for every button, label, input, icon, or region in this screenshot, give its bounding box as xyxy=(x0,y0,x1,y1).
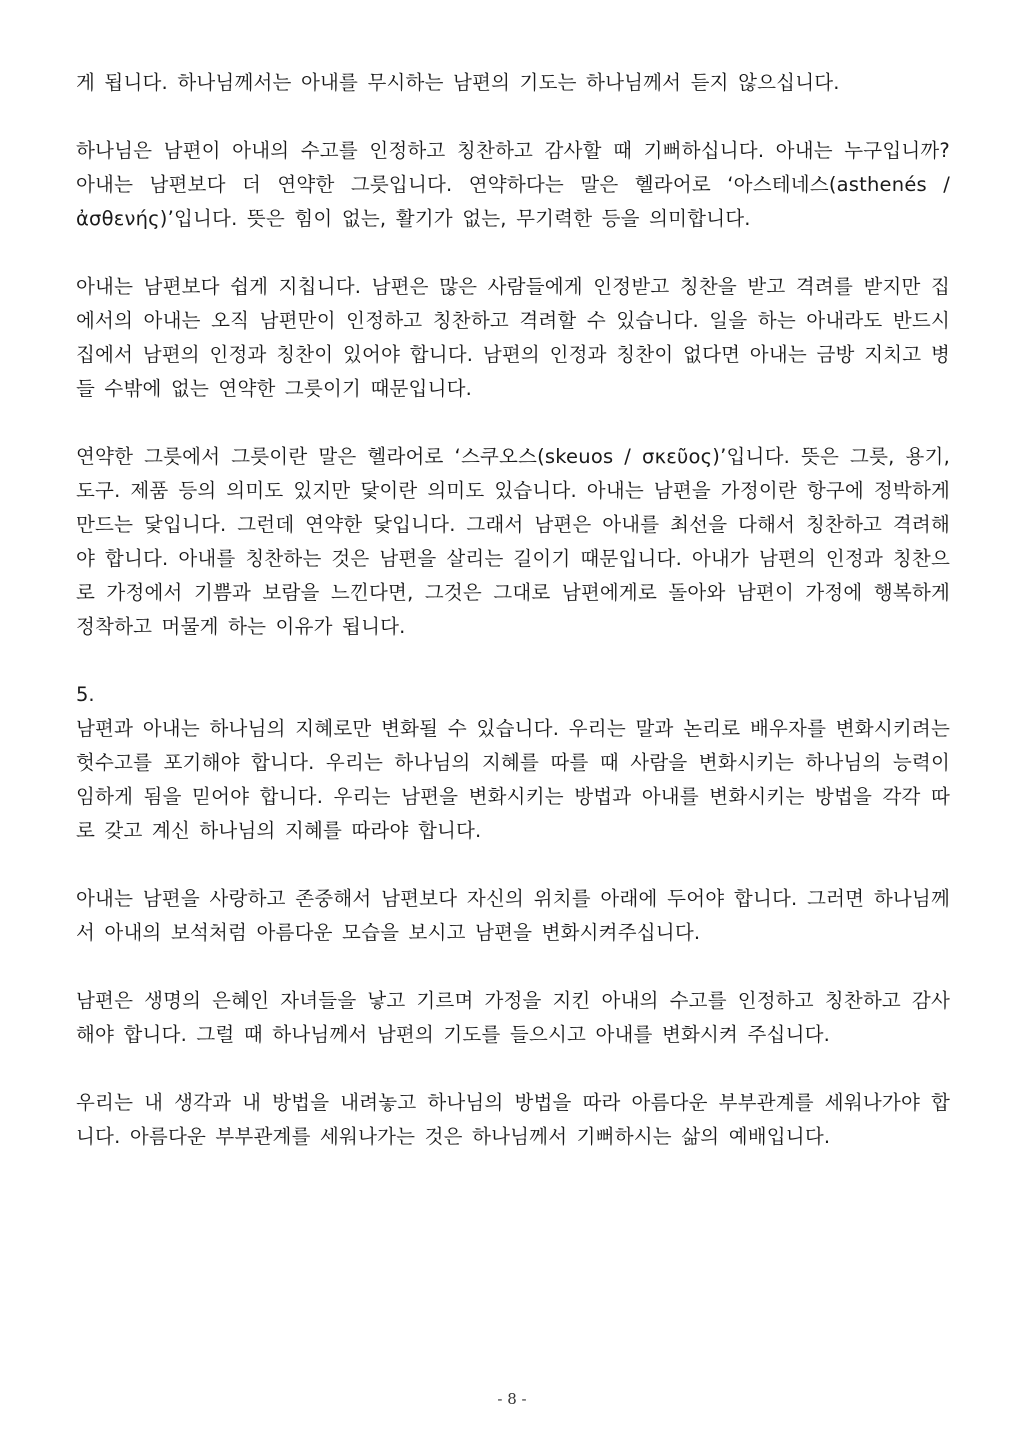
paragraph-6: 아내는 남편을 사랑하고 존중해서 남편보다 자신의 위치를 아래에 두어야 합니다. 그러면 하나님께서 아내의 보석처럼 아름다운 모습을 보시고 남편을 변화시켜주십니다. xyxy=(76,887,950,944)
paragraph-7: 남편은 생명의 은혜인 자녀들을 낳고 기르며 가정을 지킨 아내의 수고를 인정하고 칭찬하고 감사해야 합니다. 그럴 때 하나님께서 남편의 기도를 들으시고 아내를 변화시켜 주십니다. xyxy=(76,989,950,1046)
page-number: - 8 - xyxy=(497,1390,527,1408)
paragraph-5: 남편과 아내는 하나님의 지혜로만 변화될 수 있습니다. 우리는 말과 논리로 배우자를 변화시키려는 헛수고를 포기해야 합니다. 우리는 하나님의 지혜를 따를 때 사람을 변화시키는 하나님의 능력이 임하게 됨을 믿어야 합니다. 우리는 남편을 변화시키는 방법과 아내를 변화시키는 방법을 각각 따로 갖고 계신 하나님의 지혜를 따라야 합니다. xyxy=(76,717,950,842)
paragraph-8: 우리는 내 생각과 내 방법을 내려놓고 하나님의 방법을 따라 아름다운 부부관계를 세워나가야 합니다. 아름다운 부부관계를 세워나가는 것은 하나님께서 기뻐하시는 삶의 예배입니다. xyxy=(76,1091,950,1148)
paragraph-2: 하나님은 남편이 아내의 수고를 인정하고 칭찬하고 감사할 때 기뻐하십니다. 아내는 누구입니까? 아내는 남편보다 더 연약한 그릇입니다. 연약하다는 말은 헬라어로 ‘아스테네스(asthenés / ἀσθενής)’입니다. 뜻은 힘이 없는, 활기가 없는, 무기력한 등을 의미합니다. xyxy=(76,139,950,230)
section-number: 5. xyxy=(76,683,95,706)
paragraph-4: 연약한 그릇에서 그릇이란 말은 헬라어로 ‘스쿠오스(skeuos / σκεῦος)’입니다. 뜻은 그릇, 용기, 도구. 제품 등의 의미도 있지만 닻이란 의미도 있습니다. 아내는 남편을 가정이란 항구에 정박하게 만드는 닻입니다. 그런데 연약한 닻입니다. 그래서 남편은 아내를 최선을 다해서 칭찬하고 격려해야 합니다. 아내를 칭찬하는 것은 남편을 살리는 길이기 때문입니다. 아내가 남편의 인정과 칭찬으로 가정에서 기쁨과 보람을 느낀다면, 그것은 그대로 남편에게로 돌아와 남편이 가정에 행복하게 정착하고 머물게 하는 이유가 됩니다. xyxy=(76,445,950,638)
paragraph-3: 아내는 남편보다 쉽게 지칩니다. 남편은 많은 사람들에게 인정받고 칭찬을 받고 격려를 받지만 집에서의 아내는 오직 남편만이 인정하고 칭찬하고 격려할 수 있습니다. 일을 하는 아내라도 반드시 집에서 남편의 인정과 칭찬이 있어야 합니다. 남편의 인정과 칭찬이 없다면 아내는 금방 지치고 병들 수밖에 없는 연약한 그릇이기 때문입니다. xyxy=(76,275,950,400)
paragraph-1: 게 됩니다. 하나님께서는 아내를 무시하는 남편의 기도는 하나님께서 듣지 않으십니다. xyxy=(76,71,840,94)
page-body xyxy=(76,66,950,1154)
